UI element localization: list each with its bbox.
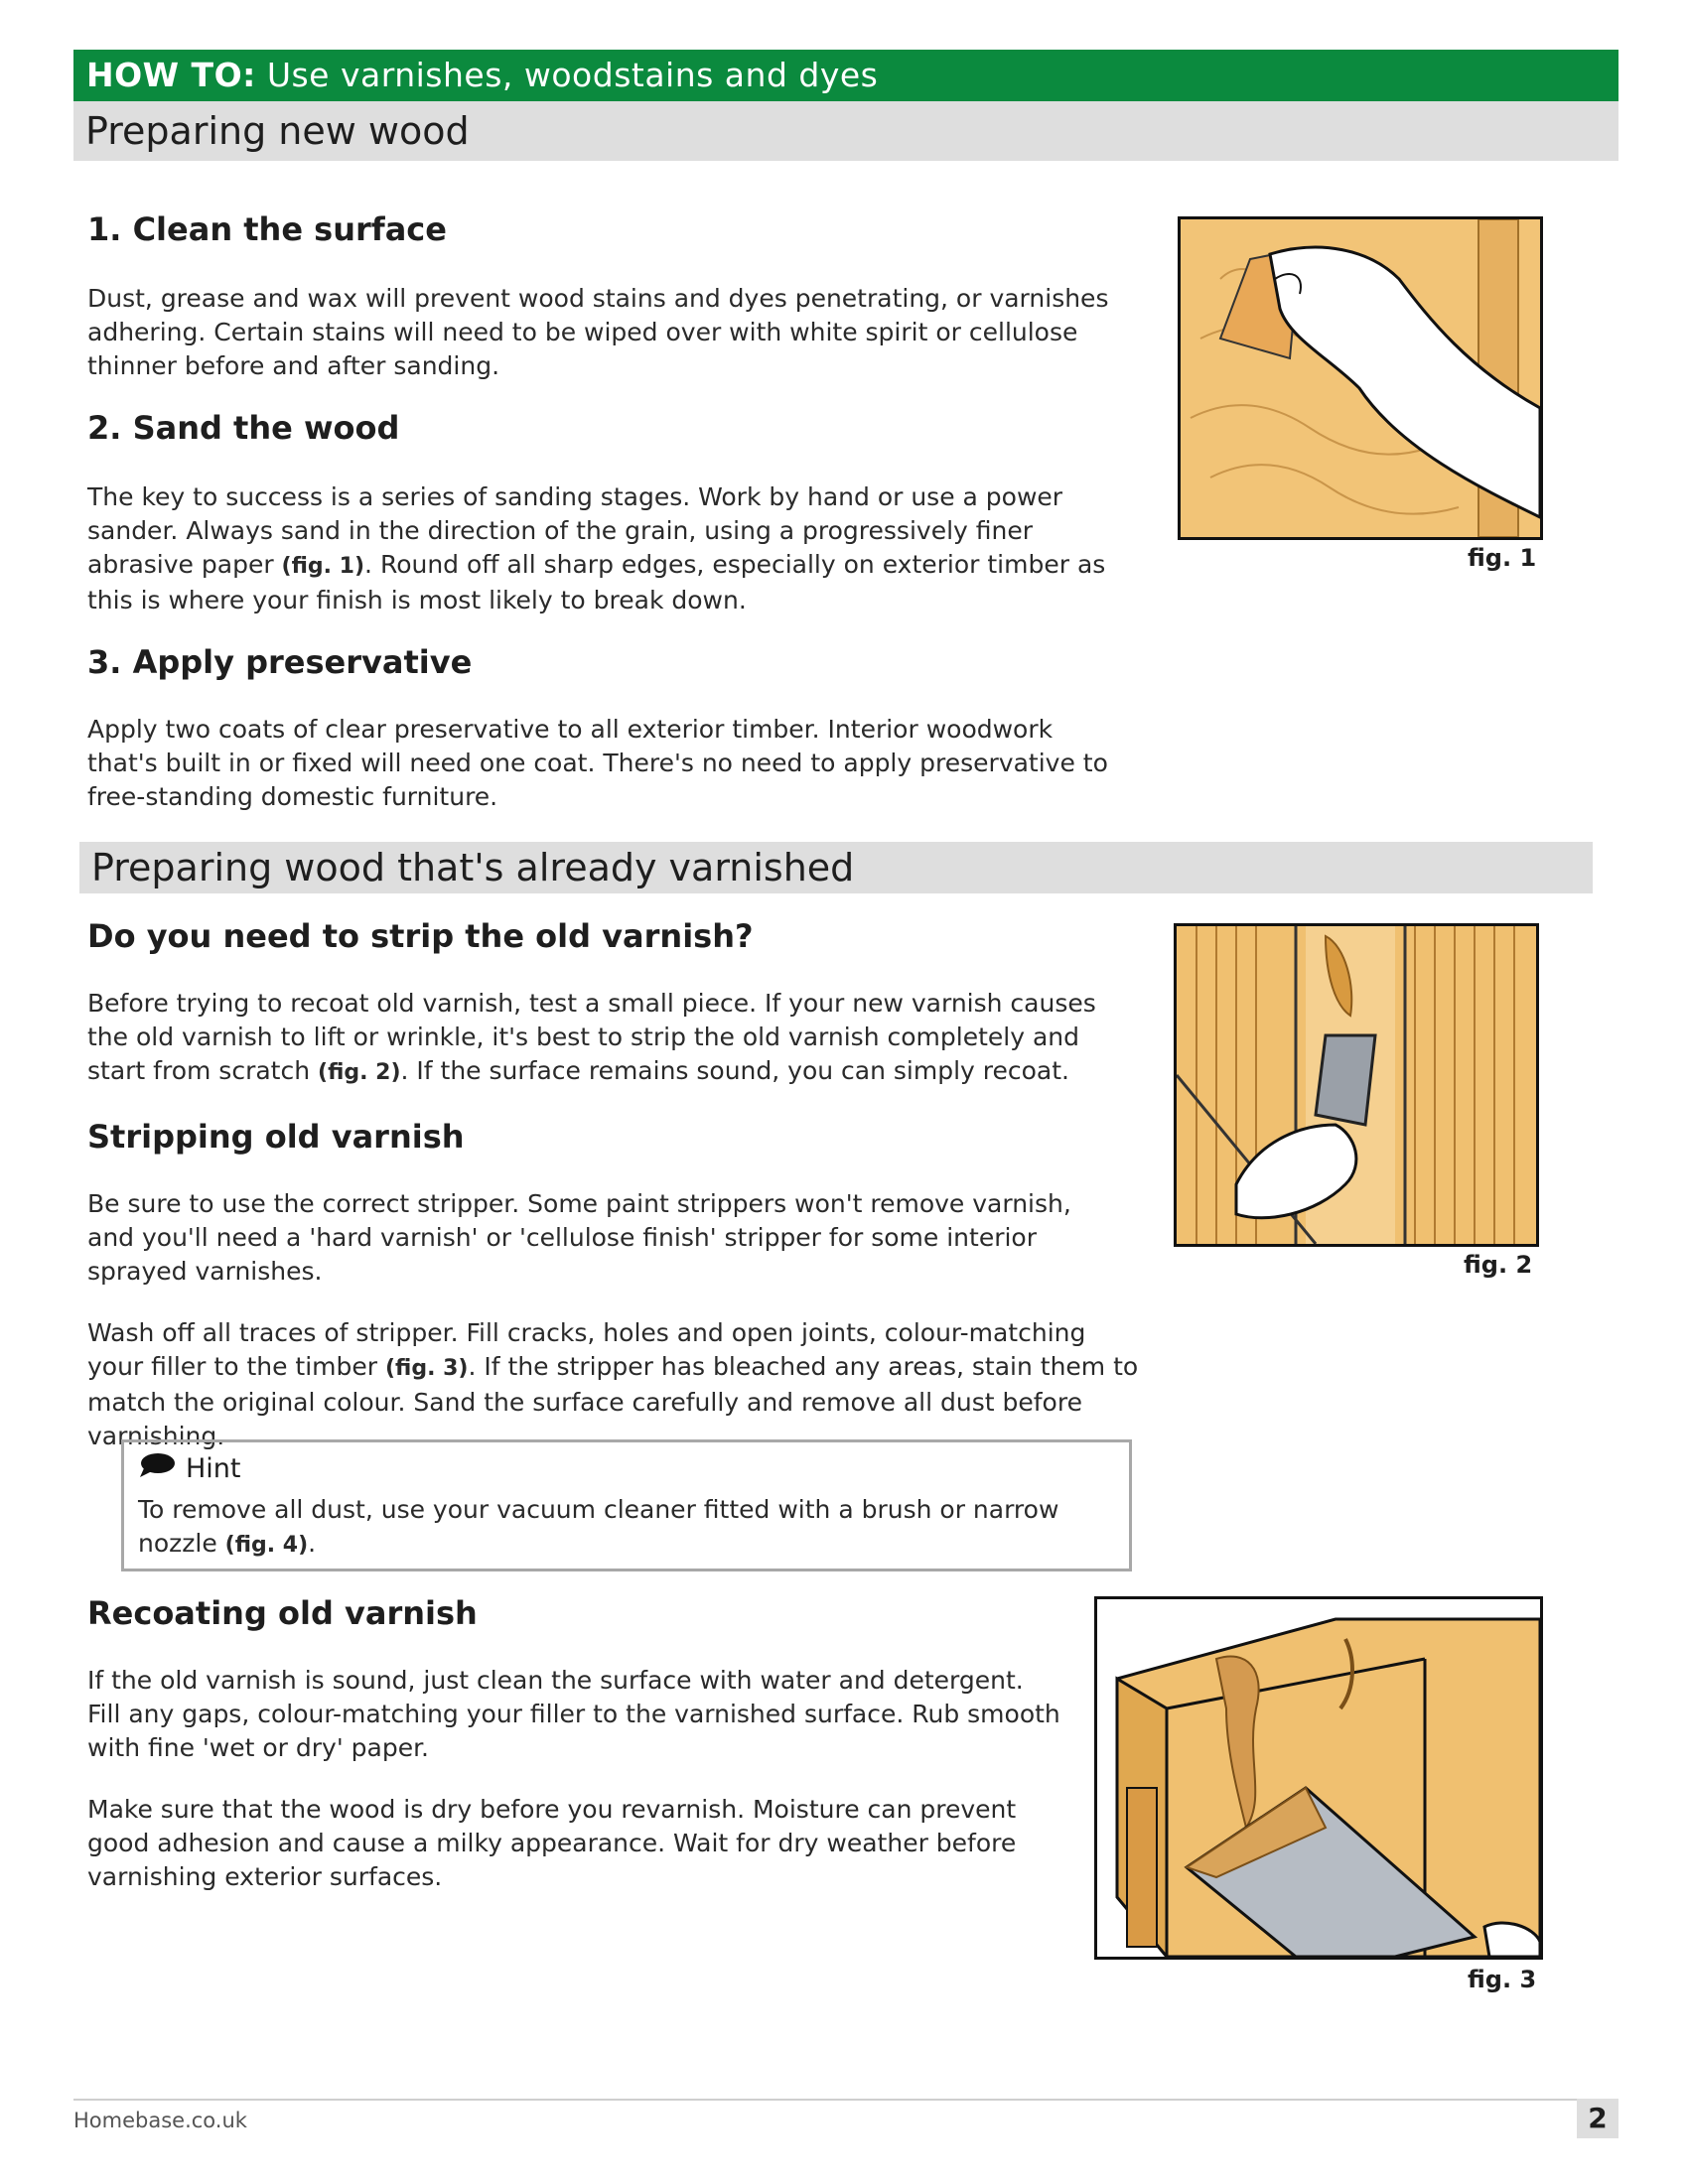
recoating-heading: Recoating old varnish [87, 1594, 478, 1632]
step3-heading: 3. Apply preservative [87, 643, 473, 681]
fig1-reference: (fig. 1) [281, 554, 365, 579]
recoating-para1: If the old varnish is sound, just clean the surface with water and detergent. Fill any gaps, colour-matching your filler to the varnished surface. Rub smooth with fine 'wet or dry' paper. [87, 1666, 1060, 1762]
header-title: Use varnishes, woodstains and dyes [266, 56, 879, 94]
page-number: 2 [1577, 2099, 1618, 2138]
page-header-banner [73, 50, 1618, 101]
fig2-caption: fig. 2 [1464, 1251, 1533, 1279]
footer-divider [73, 2099, 1618, 2101]
step2-text: The key to success is a series of sanding stages. Work by hand or use a power sander. Always sand in the direction of the grain, using a progressively finer abrasive paper (fig. 1). Round off all sharp edges, especially on exterior timber as this is where your finish is most likely to break down. [87, 482, 1106, 614]
stripping-para1: Be sure to use the correct stripper. Some paint strippers won't remove varnish, and you'll need a 'hard varnish' or 'cellulose finish' stripper for some interior sprayed varnishes. [87, 1189, 1071, 1286]
strip-question-text: Before trying to recoat old varnish, test a small piece. If your new varnish causes the old varnish to lift or wrinkle, it's best to strip the old varnish completely and start from scratch (fig. 2). If the surface remains sound, you can simply recoat. [87, 989, 1096, 1085]
section-title-varnished-wood: Preparing wood that's already varnished [79, 842, 1593, 893]
hint-text: To remove all dust, use your vacuum cleaner fitted with a brush or narrow nozzle (fig. 4). [138, 1495, 1059, 1558]
header-prefix: HOW TO: [86, 56, 256, 94]
recoating-para2: Make sure that the wood is dry before you revarnish. Moisture can prevent good adhesion and cause a milky appearance. Wait for dry weather before varnishing exterior surfaces. [87, 1795, 1017, 1891]
stripping-para2: Wash off all traces of stripper. Fill cracks, holes and open joints, colour-matching your filler to the timber (fig. 3). If the stripper has bleached any areas, stain them to match the original colour. Sand the surface carefully and remove all dust before varnishing. [87, 1318, 1139, 1450]
step1-heading: 1. Clean the surface [87, 210, 447, 248]
fig1-sanding-illustration [1178, 216, 1543, 540]
stripping-heading: Stripping old varnish [87, 1118, 465, 1156]
fig3-reference: (fig. 3) [385, 1356, 469, 1381]
step3-text: Apply two coats of clear preservative to all exterior timber. Interior woodwork that's built in or fixed will need one coat. There's no need to apply preservative to free-standing domestic furniture. [87, 715, 1108, 811]
speech-bubble-icon [138, 1452, 176, 1485]
footer-site: Homebase.co.uk [73, 2109, 247, 2132]
strip-question-heading: Do you need to strip the old varnish? [87, 917, 754, 955]
section-title-new-wood: Preparing new wood [73, 101, 1618, 161]
step2-heading: 2. Sand the wood [87, 409, 400, 447]
fig2-reference: (fig. 2) [318, 1060, 401, 1085]
fig4-reference: (fig. 4) [224, 1533, 309, 1558]
fig1-caption: fig. 1 [1468, 544, 1537, 572]
hint-label: Hint [186, 1453, 241, 1484]
step1-text: Dust, grease and wax will prevent wood stains and dyes penetrating, or varnishes adhering. Certain stains will need to be wiped over with white spirit or cellulose thinner before and after sanding. [87, 284, 1109, 380]
fig3-caption: fig. 3 [1468, 1966, 1537, 1993]
hint-box [121, 1439, 1132, 1571]
fig3-filling-illustration [1094, 1596, 1543, 1960]
fig2-stripping-illustration [1174, 923, 1539, 1247]
